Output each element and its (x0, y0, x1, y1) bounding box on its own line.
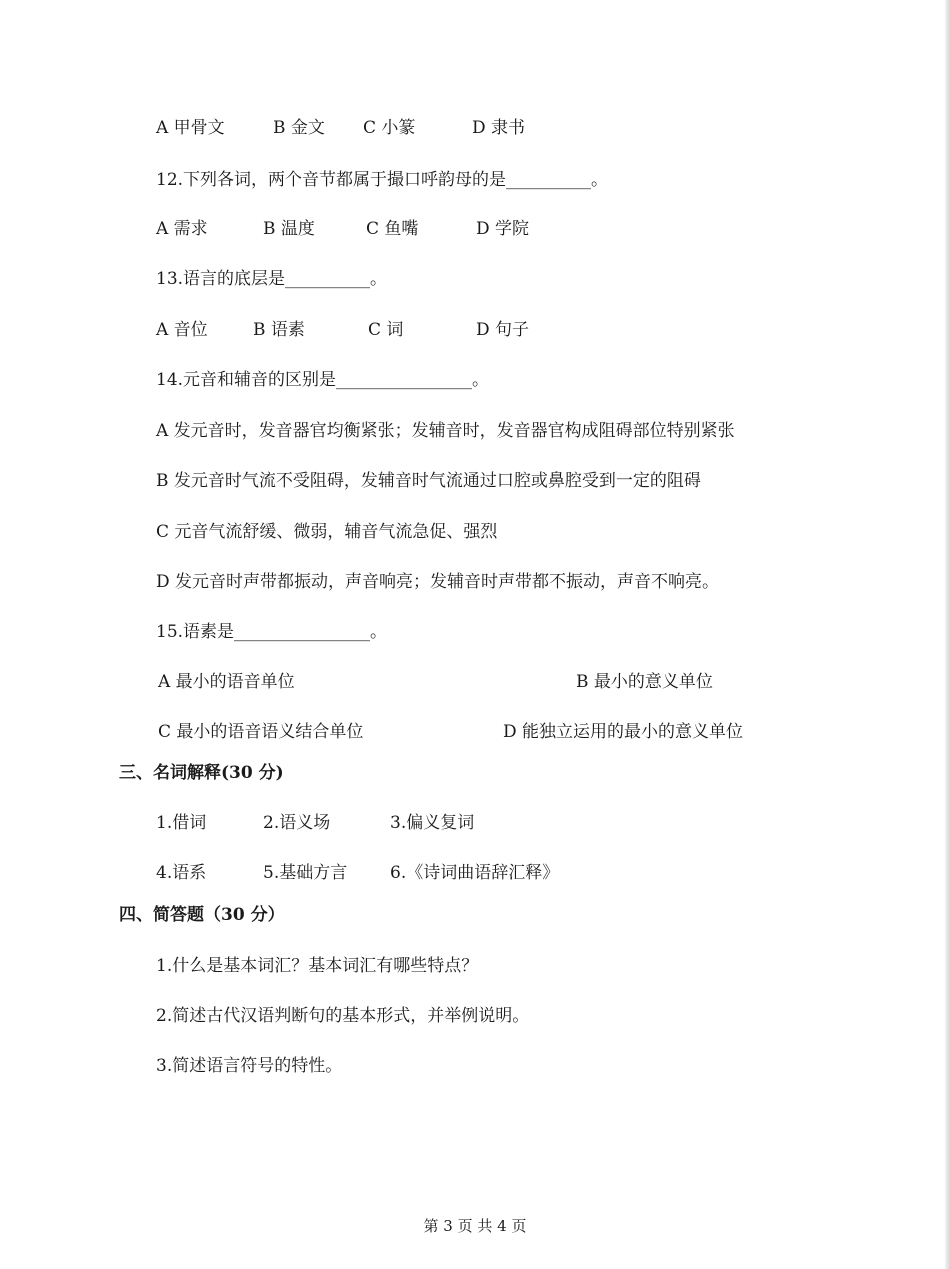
q11-option-c: C 小篆 (363, 118, 416, 138)
q13-option-d: D 句子 (476, 320, 530, 340)
q15-option-b: B 最小的意义单位 (576, 672, 713, 692)
short-answer-2: 2.简述古代汉语判断句的基本形式，并举例说明。 (156, 1006, 530, 1026)
q12-option-a: A 需求 (156, 219, 208, 239)
term-6: 6.《诗词曲语辞汇释》 (390, 863, 560, 883)
q13-option-c: C 词 (368, 320, 404, 340)
section4-title: 四、简答题（30 分） (119, 905, 285, 925)
term-4: 4.语系 (156, 863, 207, 883)
page-number: 第 3 页 共 4 页 (423, 1217, 527, 1235)
short-answer-3: 3.简述语言符号的特性。 (156, 1056, 343, 1076)
q12-option-c: C 鱼嘴 (366, 219, 419, 239)
q15-question: 15.语素是________________。 (156, 622, 388, 642)
term-3: 3.偏义复词 (390, 813, 475, 833)
q12-option-d: D 学院 (476, 219, 530, 239)
term-2: 2.语义场 (263, 813, 331, 833)
q12-option-b: B 温度 (263, 219, 315, 239)
q13-option-a: A 音位 (156, 320, 208, 340)
q13-question: 13.语言的底层是__________。 (156, 269, 388, 289)
section3-title: 三、名词解释(30 分) (119, 763, 284, 783)
q15-option-a: A 最小的语音单位 (158, 672, 295, 692)
q11-option-a: A 甲骨文 (156, 118, 225, 138)
short-answer-1: 1.什么是基本词汇？基本词汇有哪些特点？ (156, 956, 479, 976)
q14-option-b: B 发元音时气流不受阻碍，发辅音时气流通过口腔或鼻腔受到一定的阻碍 (156, 471, 701, 491)
q14-option-d: D 发元音时声带都振动，声音响亮；发辅音时声带都不振动，声音不响亮。 (156, 572, 720, 592)
q11-option-d: D 隶书 (472, 118, 526, 138)
q12-question: 12.下列各词，两个音节都属于撮口呼韵母的是__________。 (156, 170, 609, 190)
page-edge-shadow (945, 0, 950, 1269)
q14-option-a: A 发元音时，发音器官均衡紧张；发辅音时，发音器官构成阻碍部位特别紧张 (156, 421, 735, 441)
q15-option-c: C 最小的语音语义结合单位 (158, 722, 364, 742)
q11-option-b: B 金文 (273, 118, 325, 138)
q13-option-b: B 语素 (253, 320, 305, 340)
q14-option-c: C 元音气流舒缓、微弱，辅音气流急促、强烈 (156, 522, 498, 542)
q15-option-d: D 能独立运用的最小的意义单位 (503, 722, 744, 742)
term-1: 1.借词 (156, 813, 207, 833)
q14-question: 14.元音和辅音的区别是________________。 (156, 370, 490, 390)
term-5: 5.基础方言 (263, 863, 348, 883)
